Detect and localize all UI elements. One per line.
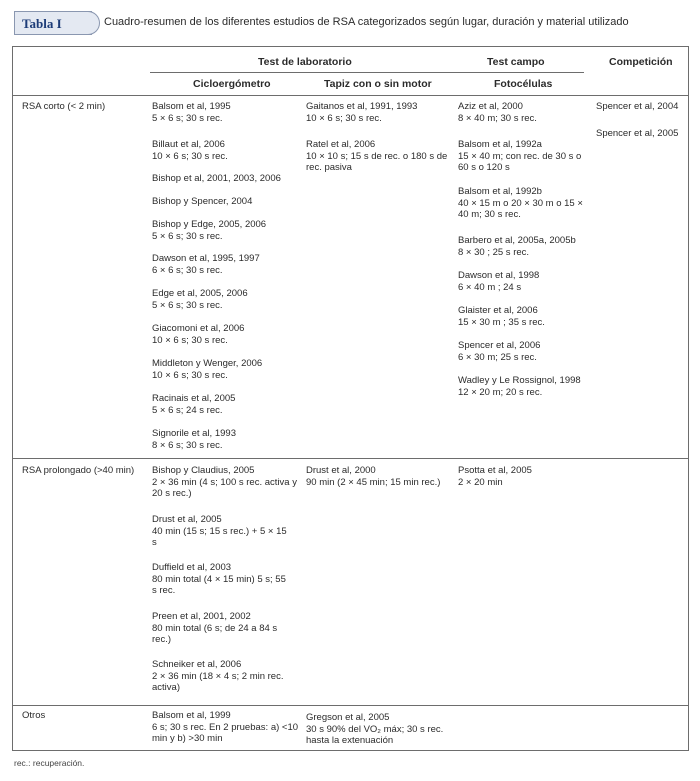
- row-divider-2: [12, 705, 689, 706]
- ref-entry: Bishop y Edge, 2005, 2006 5 × 6 s; 30 s rec.: [152, 219, 267, 242]
- ref-entry: Dawson et al, 1998 6 × 40 m ; 24 s: [458, 270, 540, 293]
- row-label-other: Otros: [22, 710, 46, 721]
- ref-entry: Glaister et al, 2006 15 × 30 m ; 35 s rec.: [458, 305, 545, 328]
- ref-entry: Drust et al, 2005 40 min (15 s; 15 s rec.) + 5 × 15 s: [152, 514, 287, 548]
- header-lab: Test de laboratorio: [258, 56, 352, 68]
- ref-entry: Balsom et al, 1992b 40 × 15 m o 20 × 30 m o 15 × 40 m; 30 s rec.: [458, 186, 583, 220]
- ref-entry: Spencer et al, 2005: [596, 128, 679, 139]
- ref-entry: Dawson et al, 1995, 1997 6 × 6 s; 30 s rec.: [152, 253, 260, 276]
- ref-entry: Wadley y Le Rossignol, 1998 12 × 20 m; 20 s rec.: [458, 375, 581, 398]
- ref-entry: Bishop y Claudius, 2005 2 × 36 min (4 s; 100 s rec. activa y 20 s rec.): [152, 465, 297, 499]
- header-competition: Competición: [609, 56, 673, 68]
- ref-entry: Ratel et al, 2006 10 × 10 s; 15 s de rec. o 180 s de rec. pasiva: [306, 139, 448, 173]
- ref-entry: Racinais et al, 2005 5 × 6 s; 24 s rec.: [152, 393, 236, 416]
- header-divider: [150, 72, 584, 73]
- ref-entry: Bishop et al, 2001, 2003, 2006: [152, 173, 281, 184]
- header-bottom-rule: [12, 95, 689, 96]
- row-divider-1: [12, 458, 689, 459]
- ref-entry: Billaut et al, 2006 10 × 6 s; 30 s rec.: [152, 139, 228, 162]
- table-tag-label: Tabla I: [22, 16, 62, 31]
- ref-entry: Aziz et al, 2000 8 × 40 m; 30 s rec.: [458, 101, 537, 124]
- table-footnote: rec.: recuperación.: [14, 758, 85, 768]
- table-title: Cuadro-resumen de los diferentes estudios de RSA categorizados según lugar, duración y material utilizado: [104, 16, 629, 28]
- header-field: Test campo: [487, 56, 545, 68]
- ref-entry: Balsom et al, 1999 6 s; 30 s rec. En 2 pruebas: a) <10 min y b) >30 min: [152, 710, 299, 744]
- ref-entry: Psotta et al, 2005 2 × 20 min: [458, 465, 532, 488]
- table-tag: [14, 11, 92, 35]
- table-tag-curve: [84, 11, 100, 35]
- ref-entry: Spencer et al, 2006 6 × 30 m; 25 s rec.: [458, 340, 541, 363]
- ref-entry: Spencer et al, 2004: [596, 101, 679, 112]
- header-cyclo: Cicloergómetro: [193, 78, 271, 90]
- ref-entry: Gaitanos et al, 1991, 1993 10 × 6 s; 30 s rec.: [306, 101, 418, 124]
- ref-entry: Schneiker et al, 2006 2 × 36 min (18 × 4 s; 2 min rec. activa): [152, 659, 284, 693]
- ref-entry: Duffield et al, 2003 80 min total (4 × 15 min) 5 s; 55 s rec.: [152, 562, 286, 596]
- ref-entry: Middleton y Wenger, 2006 10 × 6 s; 30 s rec.: [152, 358, 263, 381]
- ref-entry: Preen et al, 2001, 2002 80 min total (6 s; de 24 a 84 s rec.): [152, 611, 278, 645]
- table-header: [14, 11, 690, 35]
- ref-entry: Signorile et al, 1993 8 × 6 s; 30 s rec.: [152, 428, 236, 451]
- ref-entry: Drust et al, 2000 90 min (2 × 45 min; 15 min rec.): [306, 465, 441, 488]
- ref-entry: Edge et al, 2005, 2006 5 × 6 s; 30 s rec.: [152, 288, 248, 311]
- ref-entry: Balsom et al, 1995 5 × 6 s; 30 s rec.: [152, 101, 231, 124]
- row-label-long: RSA prolongado (>40 min): [22, 465, 135, 476]
- row-label-short: RSA corto (< 2 min): [22, 101, 106, 112]
- ref-entry: Bishop y Spencer, 2004: [152, 196, 253, 207]
- header-treadmill: Tapiz con o sin motor: [324, 78, 432, 90]
- header-photocells: Fotocélulas: [494, 78, 553, 90]
- ref-entry: Giacomoni et al, 2006 10 × 6 s; 30 s rec.: [152, 323, 245, 346]
- ref-entry: Balsom et al, 1992a 15 × 40 m; con rec. de 30 s o 60 s o 120 s: [458, 139, 582, 173]
- ref-entry: Barbero et al, 2005a, 2005b 8 × 30 ; 25 s rec.: [458, 235, 576, 258]
- ref-entry: Gregson et al, 2005 30 s 90% del VO₂ máx; 30 s rec. hasta la extenuación: [306, 712, 444, 746]
